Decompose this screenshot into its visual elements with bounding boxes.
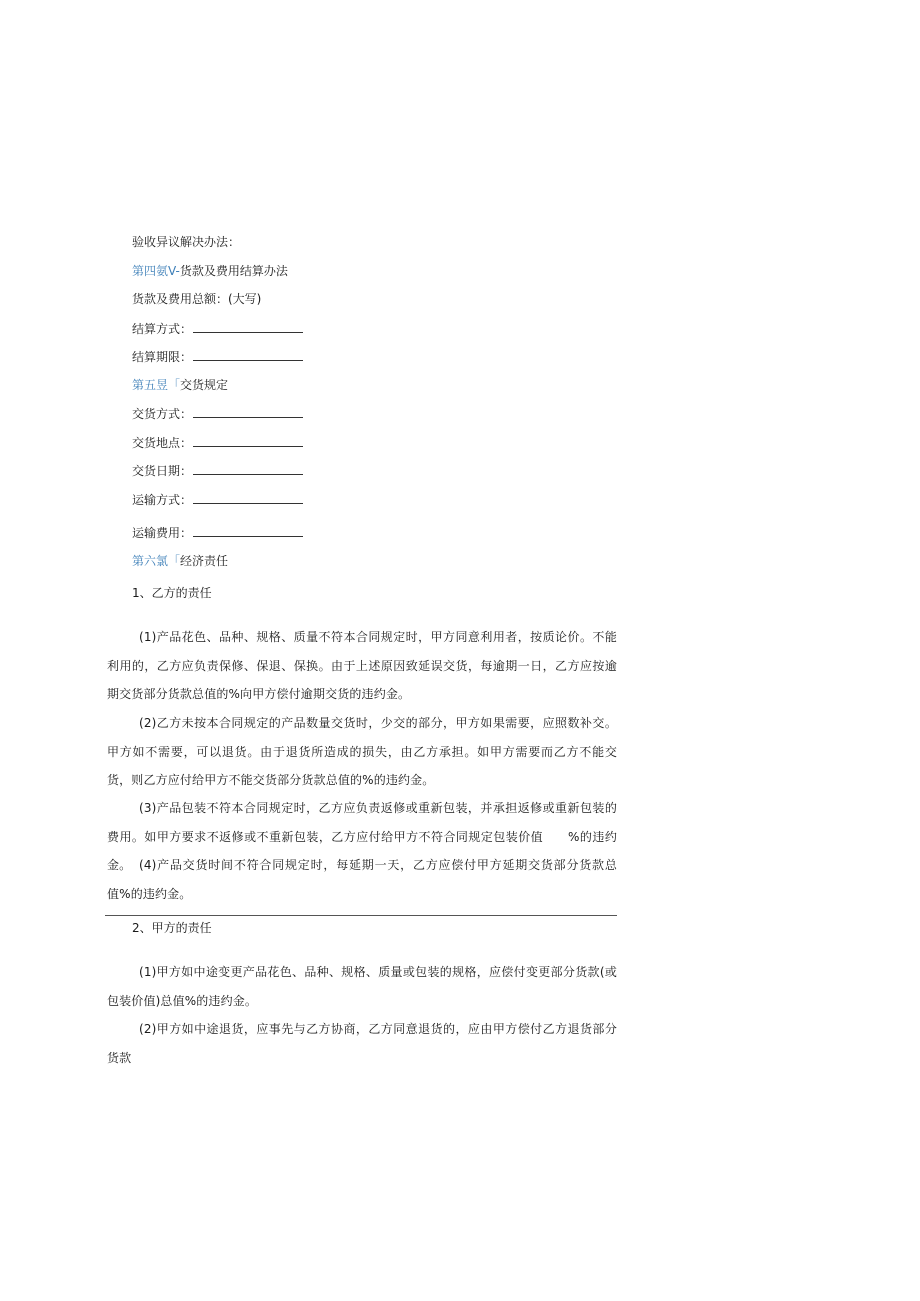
delivery-method-line <box>132 405 303 422</box>
article-4-heading <box>132 263 288 279</box>
article-5-title: 交货规定 <box>180 378 229 392</box>
article-4-title: 货款及费用结算办法 <box>179 264 288 278</box>
transport-method-label: 运输方式： <box>132 493 193 507</box>
delivery-place-blank[interactable] <box>193 434 303 447</box>
article-5-number: 第五昱「 <box>132 378 181 392</box>
settlement-method-blank[interactable] <box>193 320 303 333</box>
total-amount-line: 货款及费用总额：(大写) <box>132 292 262 306</box>
party-a-item-1: (1)甲方如中途变更产品花色、品种、规格、质量或包装的规格，应偿付变更部分货款(或包装价值)总值%的违约金。 <box>107 965 617 1008</box>
article-6-heading <box>132 553 228 569</box>
delivery-date-label: 交货日期： <box>132 464 193 478</box>
article-5-heading <box>132 377 228 393</box>
transport-method-line <box>132 491 303 508</box>
settlement-period-label: 结算期限： <box>132 350 193 364</box>
transport-cost-line <box>132 524 303 541</box>
party-b-item-4: (4)产品交货时间不符合同规定时，每延期一天，乙方应偿付甲方延期交货部分货款总值%的违约金。 <box>107 858 617 901</box>
delivery-place-line <box>132 434 303 451</box>
party-a-responsibility-heading: 2、甲方的责任 <box>132 921 212 935</box>
settlement-method-line <box>132 320 303 337</box>
party-b-item-2: (2)乙方未按本合同规定的产品数量交货时，少交的部分，甲方如果需要，应照数补交。甲方如不需要，可以退货。由于退货所造成的损失，由乙方承担。如甲方需要而乙方不能交货，则乙方应付给甲方不能交货部分货款总值的%的违约金。 <box>107 716 617 787</box>
delivery-method-label: 交货方式： <box>132 407 193 421</box>
acceptance-dispute-line: 验收异议解决办法： <box>132 235 241 249</box>
delivery-date-blank[interactable] <box>193 462 303 475</box>
settlement-period-line <box>132 348 303 365</box>
article-4-number: 第四氨V- <box>132 264 180 278</box>
delivery-place-label: 交货地点： <box>132 436 193 450</box>
party-a-item-2: (2)甲方如中途退货，应事先与乙方协商，乙方同意退货的，应由甲方偿付乙方退货部分货款 <box>107 1022 617 1065</box>
transport-method-blank[interactable] <box>193 491 303 504</box>
transport-cost-label: 运输费用： <box>132 526 193 540</box>
settlement-method-label: 结算方式： <box>132 322 193 336</box>
delivery-date-line <box>132 462 303 479</box>
article-6-number: 第六氯「 <box>132 554 181 568</box>
section-divider <box>105 915 617 916</box>
party-b-responsibility-heading: 1、乙方的责任 <box>132 586 212 600</box>
transport-cost-blank[interactable] <box>193 524 303 537</box>
delivery-method-blank[interactable] <box>193 405 303 418</box>
party-b-item-1: (1)产品花色、品种、规格、质量不符本合同规定时，甲方同意利用者，按质论价。不能利用的，乙方应负责保修、保退、保换。由于上述原因致延误交货，每逾期一日，乙方应按逾期交货部分货款总值的%向甲方偿付逾期交货的违约金。 <box>107 630 617 701</box>
party-b-item-3: (3)产品包装不符本合同规定时，乙方应负责返修或重新包装，并承担返修或重新包装的费用。如甲方要求不返修或不重新包装，乙方应付给甲方不符合同规定包装价值 %的违约金。 <box>107 801 617 872</box>
settlement-period-blank[interactable] <box>193 348 303 361</box>
article-6-title: 经济责任 <box>180 554 229 568</box>
